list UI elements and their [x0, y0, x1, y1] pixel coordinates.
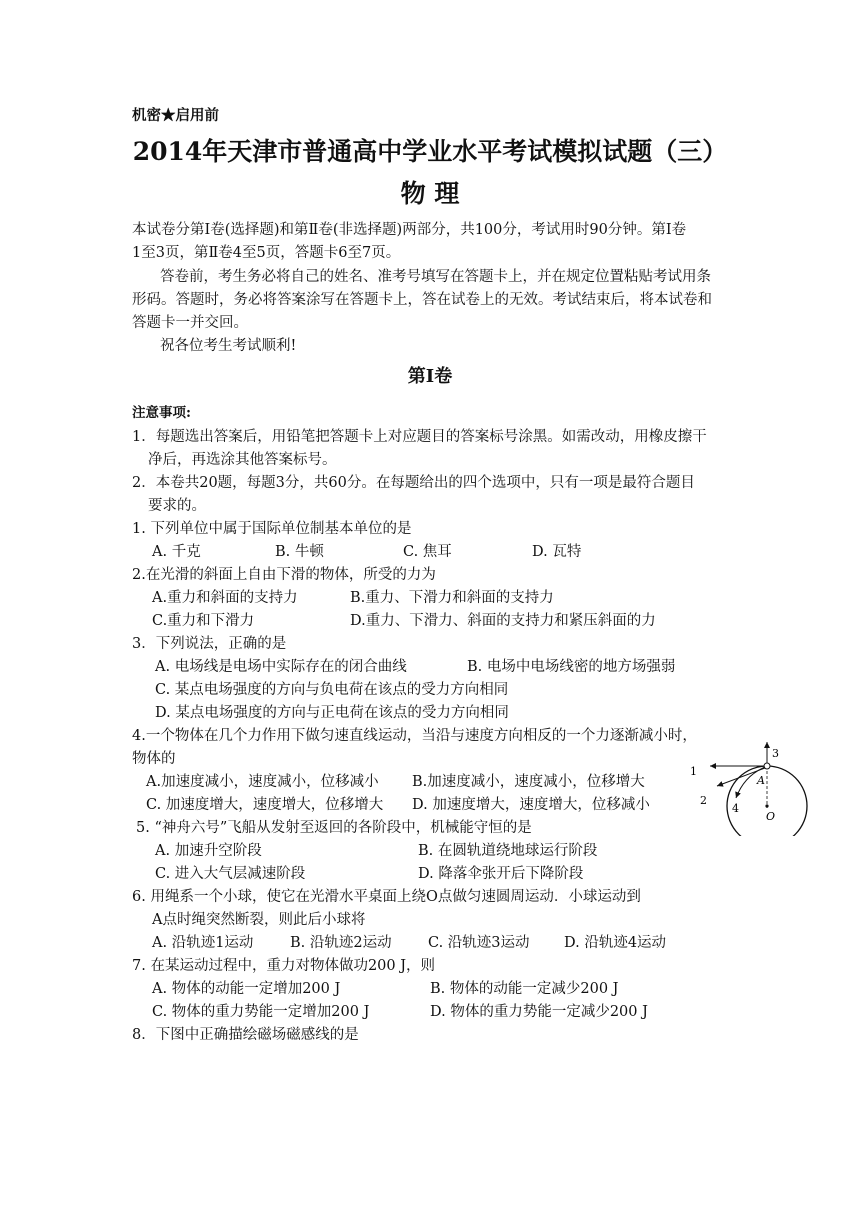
option-d: D.重力、下滑力、斜面的支持力和紧压斜面的力 [350, 613, 656, 629]
option-a: A. 沿轨迹1运动 [152, 935, 254, 951]
option-b: B. 牛顿 [275, 544, 324, 560]
option-b: B. 沿轨迹2运动 [290, 935, 392, 951]
option-d: D. 沿轨迹4运动 [564, 935, 667, 951]
label-3: 3 [772, 747, 779, 760]
intro-line: 答卷前，考生务必将自己的姓名、准考号填写在答题卡上，并在规定位置粘贴考试用条 [160, 269, 711, 285]
label-2: 2 [700, 794, 707, 807]
subject-title: 物 理 [400, 179, 460, 208]
option-a: A.加速度减小，速度减小，位移减小 [146, 774, 379, 790]
question-stem: 1. 下列单位中属于国际单位制基本单位的是 [132, 521, 412, 537]
confidential-label: 机密★启用前 [132, 107, 219, 124]
question-stem: 8．下图中正确描绘磁场磁感线的是 [132, 1027, 359, 1043]
notes-heading: 注意事项: [132, 405, 191, 421]
note-line: 要求的。 [148, 498, 206, 514]
question-stem: 7. 在某运动过程中，重力对物体做功200 J，则 [132, 958, 436, 974]
question-stem: 4.一个物体在几个力作用下做匀速直线运动，当沿与速度方向相反的一个力逐渐减小时， [132, 728, 697, 744]
option-c: C.重力和下滑力 [152, 613, 255, 629]
section-title: 第Ⅰ卷 [407, 366, 453, 387]
question-stem: 3．下列说法，正确的是 [132, 636, 287, 652]
option-c: C. 进入大气层减速阶段 [155, 866, 306, 882]
option-b: B. 物体的动能一定减少200 J [430, 981, 619, 997]
option-c: C. 物体的重力势能一定增加200 J [152, 1004, 370, 1020]
option-d: D. 某点电场强度的方向与正电荷在该点的受力方向相同 [155, 705, 509, 721]
center-point [765, 804, 768, 807]
option-c: C. 沿轨迹3运动 [428, 935, 530, 951]
option-a: A. 加速升空阶段 [155, 843, 262, 859]
option-b: B.加速度减小，速度减小，位移增大 [412, 774, 645, 790]
option-d: D. 加速度增大，速度增大，位移减小 [412, 797, 650, 813]
circular-motion-diagram [684, 736, 814, 836]
label-a: A [757, 774, 765, 787]
option-a: A. 电场线是电场中实际存在的闭合曲线 [155, 659, 407, 675]
option-b: B. 在圆轨道绕地球运行阶段 [418, 843, 598, 859]
option-d: D. 降落伞张开后下降阶段 [418, 866, 584, 882]
intro-line: 1至3页，第Ⅱ卷4至5页，答题卡6至7页。 [132, 245, 401, 261]
option-a: A. 物体的动能一定增加200 J [152, 981, 341, 997]
question-stem: 2.在光滑的斜面上自由下滑的物体，所受的力为 [132, 567, 436, 583]
question-stem-continued: 物体的 [132, 751, 176, 767]
note-line: 1．每题选出答案后，用铅笔把答题卡上对应题目的答案标号涂黑。如需改动，用橡皮擦干 [132, 429, 707, 445]
label-4: 4 [732, 802, 739, 815]
note-line: 净后，再选涂其他答案标号。 [148, 452, 337, 468]
intro-line: 答题卡一并交回。 [132, 315, 248, 331]
label-1: 1 [690, 765, 697, 778]
label-o: O [766, 810, 776, 823]
note-line: 2．本卷共20题，每题3分，共60分。在每题给出的四个选项中，只有一项是最符合题目 [132, 475, 695, 491]
intro-line: 本试卷分第Ⅰ卷(选择题)和第Ⅱ卷(非选择题)两部分，共100分，考试用时90分钟。第Ⅰ卷 [132, 222, 687, 238]
option-b: B. 电场中电场线密的地方场强弱 [467, 659, 676, 675]
question-stem: 5. “神舟六号”飞船从发射至返回的各阶段中，机械能守恒的是 [136, 820, 532, 836]
intro-line: 形码。答题时，务必将答案涂写在答题卡上，答在试卷上的无效。考试结束后，将本试卷和 [132, 292, 712, 308]
page-title: 2014年天津市普通高中学业水平考试模拟试题（三） [132, 137, 728, 166]
intro-line: 祝各位考生考试顺利! [160, 338, 297, 354]
option-a: A. 千克 [152, 544, 201, 560]
question-stem: 6. 用绳系一个小球，使它在光滑水平桌面上绕O点做匀速圆周运动．小球运动到 [132, 889, 641, 905]
option-d: D. 瓦特 [532, 544, 582, 560]
option-c: C. 某点电场强度的方向与负电荷在该点的受力方向相同 [155, 682, 509, 698]
option-a: A.重力和斜面的支持力 [152, 590, 298, 606]
option-c: C. 焦耳 [403, 544, 452, 560]
option-b: B.重力、下滑力和斜面的支持力 [350, 590, 554, 606]
option-c: C. 加速度增大，速度增大，位移增大 [146, 797, 384, 813]
question-stem-continued: A点时绳突然断裂，则此后小球将 [152, 912, 366, 928]
option-d: D. 物体的重力势能一定减少200 J [430, 1004, 648, 1020]
